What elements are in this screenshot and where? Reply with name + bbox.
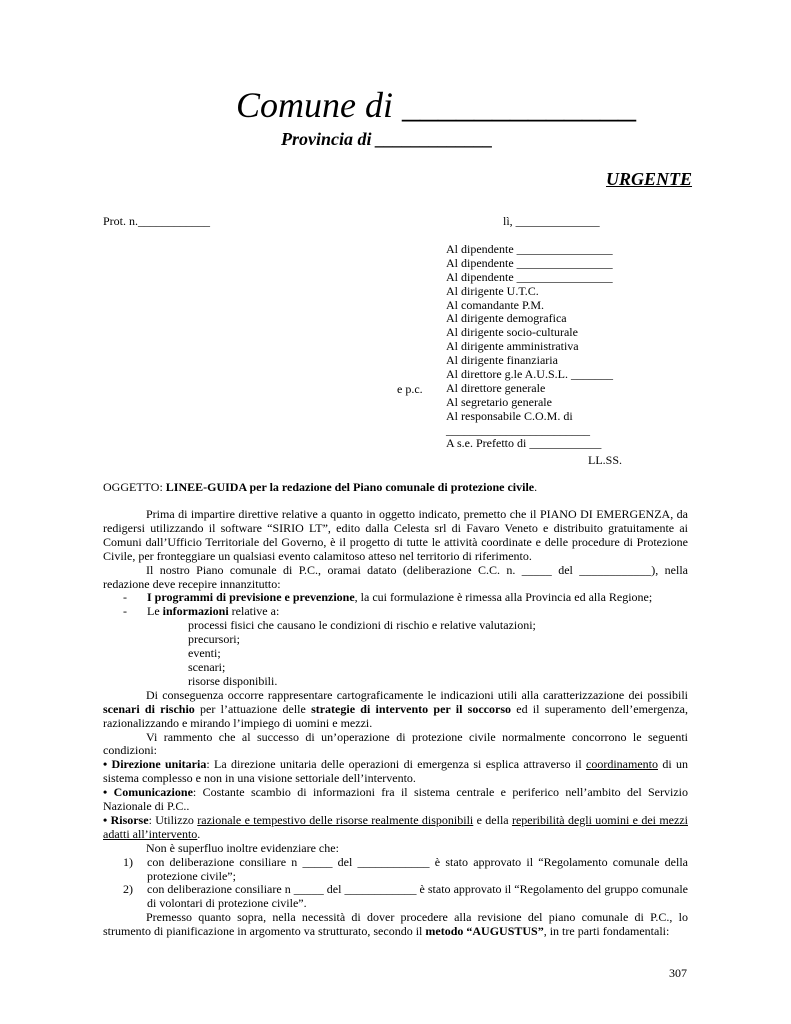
text-run: di un sistema complesso e non in una visione settoriale dell’intervento. bbox=[103, 757, 689, 786]
urgent-label: URGENTE bbox=[606, 169, 693, 189]
subject-line bbox=[103, 480, 537, 494]
subject-end: . bbox=[534, 480, 538, 494]
text-run: : Costante scambio di informazioni fra il sistema centrale e periferico nell’ambito del Servizio Nazionale di P.C.. bbox=[103, 785, 689, 814]
list-item-bold: I programmi di previsione e prevenzione bbox=[147, 590, 355, 605]
list-item-text: , la cui formulazione è rimessa alla Provincia ed alla Regione; bbox=[354, 590, 653, 605]
bold-run: strategie di intervento per il soccorso bbox=[311, 701, 511, 716]
paragraph: Prima di impartire direttive relative a quanto in oggetto indicato, premetto che il PIANO DI EMERGENZA, da redigersi utilizzando il software “SIRIO LT”, edito dalla Celesta srl di Favaro Veneto e distribuito gratuitamente ai Comuni dall’Ufficio Territoriale del Governo, è il progetto di tutte le attività coordinate e delle procedure di Protezione Civile, per fronteggiare un qualsiasi evento calamitoso atteso nel territorio di riferimento. bbox=[103, 507, 688, 563]
text-run: ed il superamento dell’emergenza, razionalizzando e mirando l’impiego di uomini e mezzi. bbox=[103, 701, 689, 730]
text-run: Di conseguenza occorre rappresentare cartograficamente le indicazioni utili alla caratterizzazione dei possibili bbox=[146, 687, 688, 702]
sub-item: scenari; bbox=[188, 659, 226, 674]
recipient: Al direttore generale bbox=[446, 380, 546, 395]
comune-heading: Comune di _____________ bbox=[236, 85, 636, 125]
numbered-item bbox=[103, 883, 688, 911]
dash-bullet: - bbox=[123, 590, 127, 605]
bold-run: Comunicazione bbox=[113, 785, 193, 800]
bold-run: scenari di rischio bbox=[103, 701, 195, 716]
numbered-item bbox=[103, 856, 688, 884]
recipient: Al direttore g.le A.U.S.L. _______ bbox=[446, 367, 613, 382]
recipient: Al comandante P.M. bbox=[446, 297, 544, 312]
subject-text: LINEE-GUIDA per la redazione del Piano comunale di protezione civile bbox=[165, 480, 535, 494]
text-run: e della bbox=[473, 812, 512, 827]
text-run: Premesso quanto sopra, nella necessità di dover procedere alla revisione del piano comunale di P.C., lo strumento di pianificazione in argomento va strutturato, secondo il bbox=[103, 910, 688, 939]
place-date: lì, ______________ bbox=[503, 214, 600, 228]
condition-item bbox=[103, 758, 688, 786]
text-run: : La direzione unitaria delle operazioni di emergenza si esplica attraverso il bbox=[206, 757, 587, 772]
bullet-mark: • bbox=[103, 757, 112, 772]
paragraph: Vi rammento che al successo di un’operazione di protezione civile normalmente concorrono le seguenti condizioni: bbox=[103, 729, 688, 758]
recipient: Al dipendente ________________ bbox=[446, 242, 613, 256]
llss-label: LL.SS. bbox=[588, 453, 623, 467]
condition-item bbox=[103, 814, 688, 842]
subject-label: OGGETTO: bbox=[103, 480, 166, 494]
text-run: con deliberazione consiliare n _____ del ____________ è stato approvato il “Regolamento del gruppo comunale di volontari di protezione civile”. bbox=[147, 882, 688, 911]
recipient: Al dirigente U.T.C. bbox=[446, 283, 539, 298]
list-item bbox=[103, 605, 688, 619]
underlined-run: reperibilità degli uomini e dei mezzi adatti all’intervento bbox=[103, 812, 688, 841]
paragraph bbox=[103, 689, 688, 731]
bold-run: metodo “AUGUSTUS” bbox=[425, 924, 544, 939]
list-item-text: Le bbox=[147, 604, 163, 619]
recipients-list bbox=[446, 243, 646, 451]
recipient: Al dipendente ________________ bbox=[446, 269, 613, 284]
dash-bullet: - bbox=[123, 604, 127, 619]
recipient: A s.e. Prefetto di ____________ bbox=[446, 436, 602, 451]
list-item bbox=[103, 591, 688, 605]
recipient: Al dirigente demografica bbox=[446, 311, 567, 326]
sub-item: precursori; bbox=[188, 632, 240, 647]
recipient: Al dirigente socio-culturale bbox=[446, 325, 578, 340]
recipient: Al dirigente amministrativa bbox=[446, 339, 579, 354]
number-mark: 1) bbox=[123, 854, 133, 869]
underlined-run: razionale e tempestivo delle risorse realmente disponibili bbox=[197, 812, 474, 827]
list-item-bold: informazioni bbox=[162, 604, 229, 619]
text-run: , in tre parti fondamentali: bbox=[543, 924, 670, 939]
page-number: 307 bbox=[669, 966, 687, 980]
number-mark: 2) bbox=[123, 882, 133, 897]
sub-item: risorse disponibili. bbox=[188, 673, 278, 688]
recipient: Al dipendente ________________ bbox=[446, 255, 613, 270]
recipient: ________________________ bbox=[446, 422, 590, 437]
paragraph bbox=[103, 911, 688, 939]
letter-body bbox=[103, 508, 688, 939]
paragraph: Non è superfluo inoltre evidenziare che: bbox=[146, 840, 339, 855]
provincia-heading: Provincia di _____________ bbox=[281, 129, 493, 149]
condition-item bbox=[103, 786, 688, 814]
text-run: con deliberazione consiliare n _____ del ____________ è stato approvato il “Regolamento comunale della protezione civile”; bbox=[147, 854, 688, 883]
sub-item: eventi; bbox=[188, 646, 221, 661]
text-run: per l’attuazione delle bbox=[194, 701, 312, 716]
bold-run: Direzione unitaria bbox=[111, 757, 207, 772]
underlined-run: coordinamento bbox=[586, 757, 658, 772]
bullet-mark: • bbox=[103, 785, 114, 800]
paragraph: Il nostro Piano comunale di P.C., oramai datato (deliberazione C.C. n. _____ del ____________), nella redazione deve recepire innanzitutto: bbox=[103, 562, 688, 591]
recipient: Al segretario generale bbox=[446, 394, 552, 409]
recipient: Al dirigente finanziaria bbox=[446, 353, 558, 368]
sub-item: processi fisici che causano le condizioni di rischio e relative valutazioni; bbox=[188, 618, 536, 633]
text-run: : Utilizzo bbox=[148, 812, 198, 827]
text-run: . bbox=[197, 826, 201, 841]
epc-label: e p.c. bbox=[397, 382, 423, 396]
protocol-number: Prot. n.____________ bbox=[103, 214, 211, 228]
bullet-mark: • bbox=[103, 812, 111, 827]
recipient: Al responsabile C.O.M. di bbox=[446, 408, 573, 423]
list-item-text: relative a: bbox=[228, 604, 280, 619]
bold-run: Risorse bbox=[110, 812, 149, 827]
